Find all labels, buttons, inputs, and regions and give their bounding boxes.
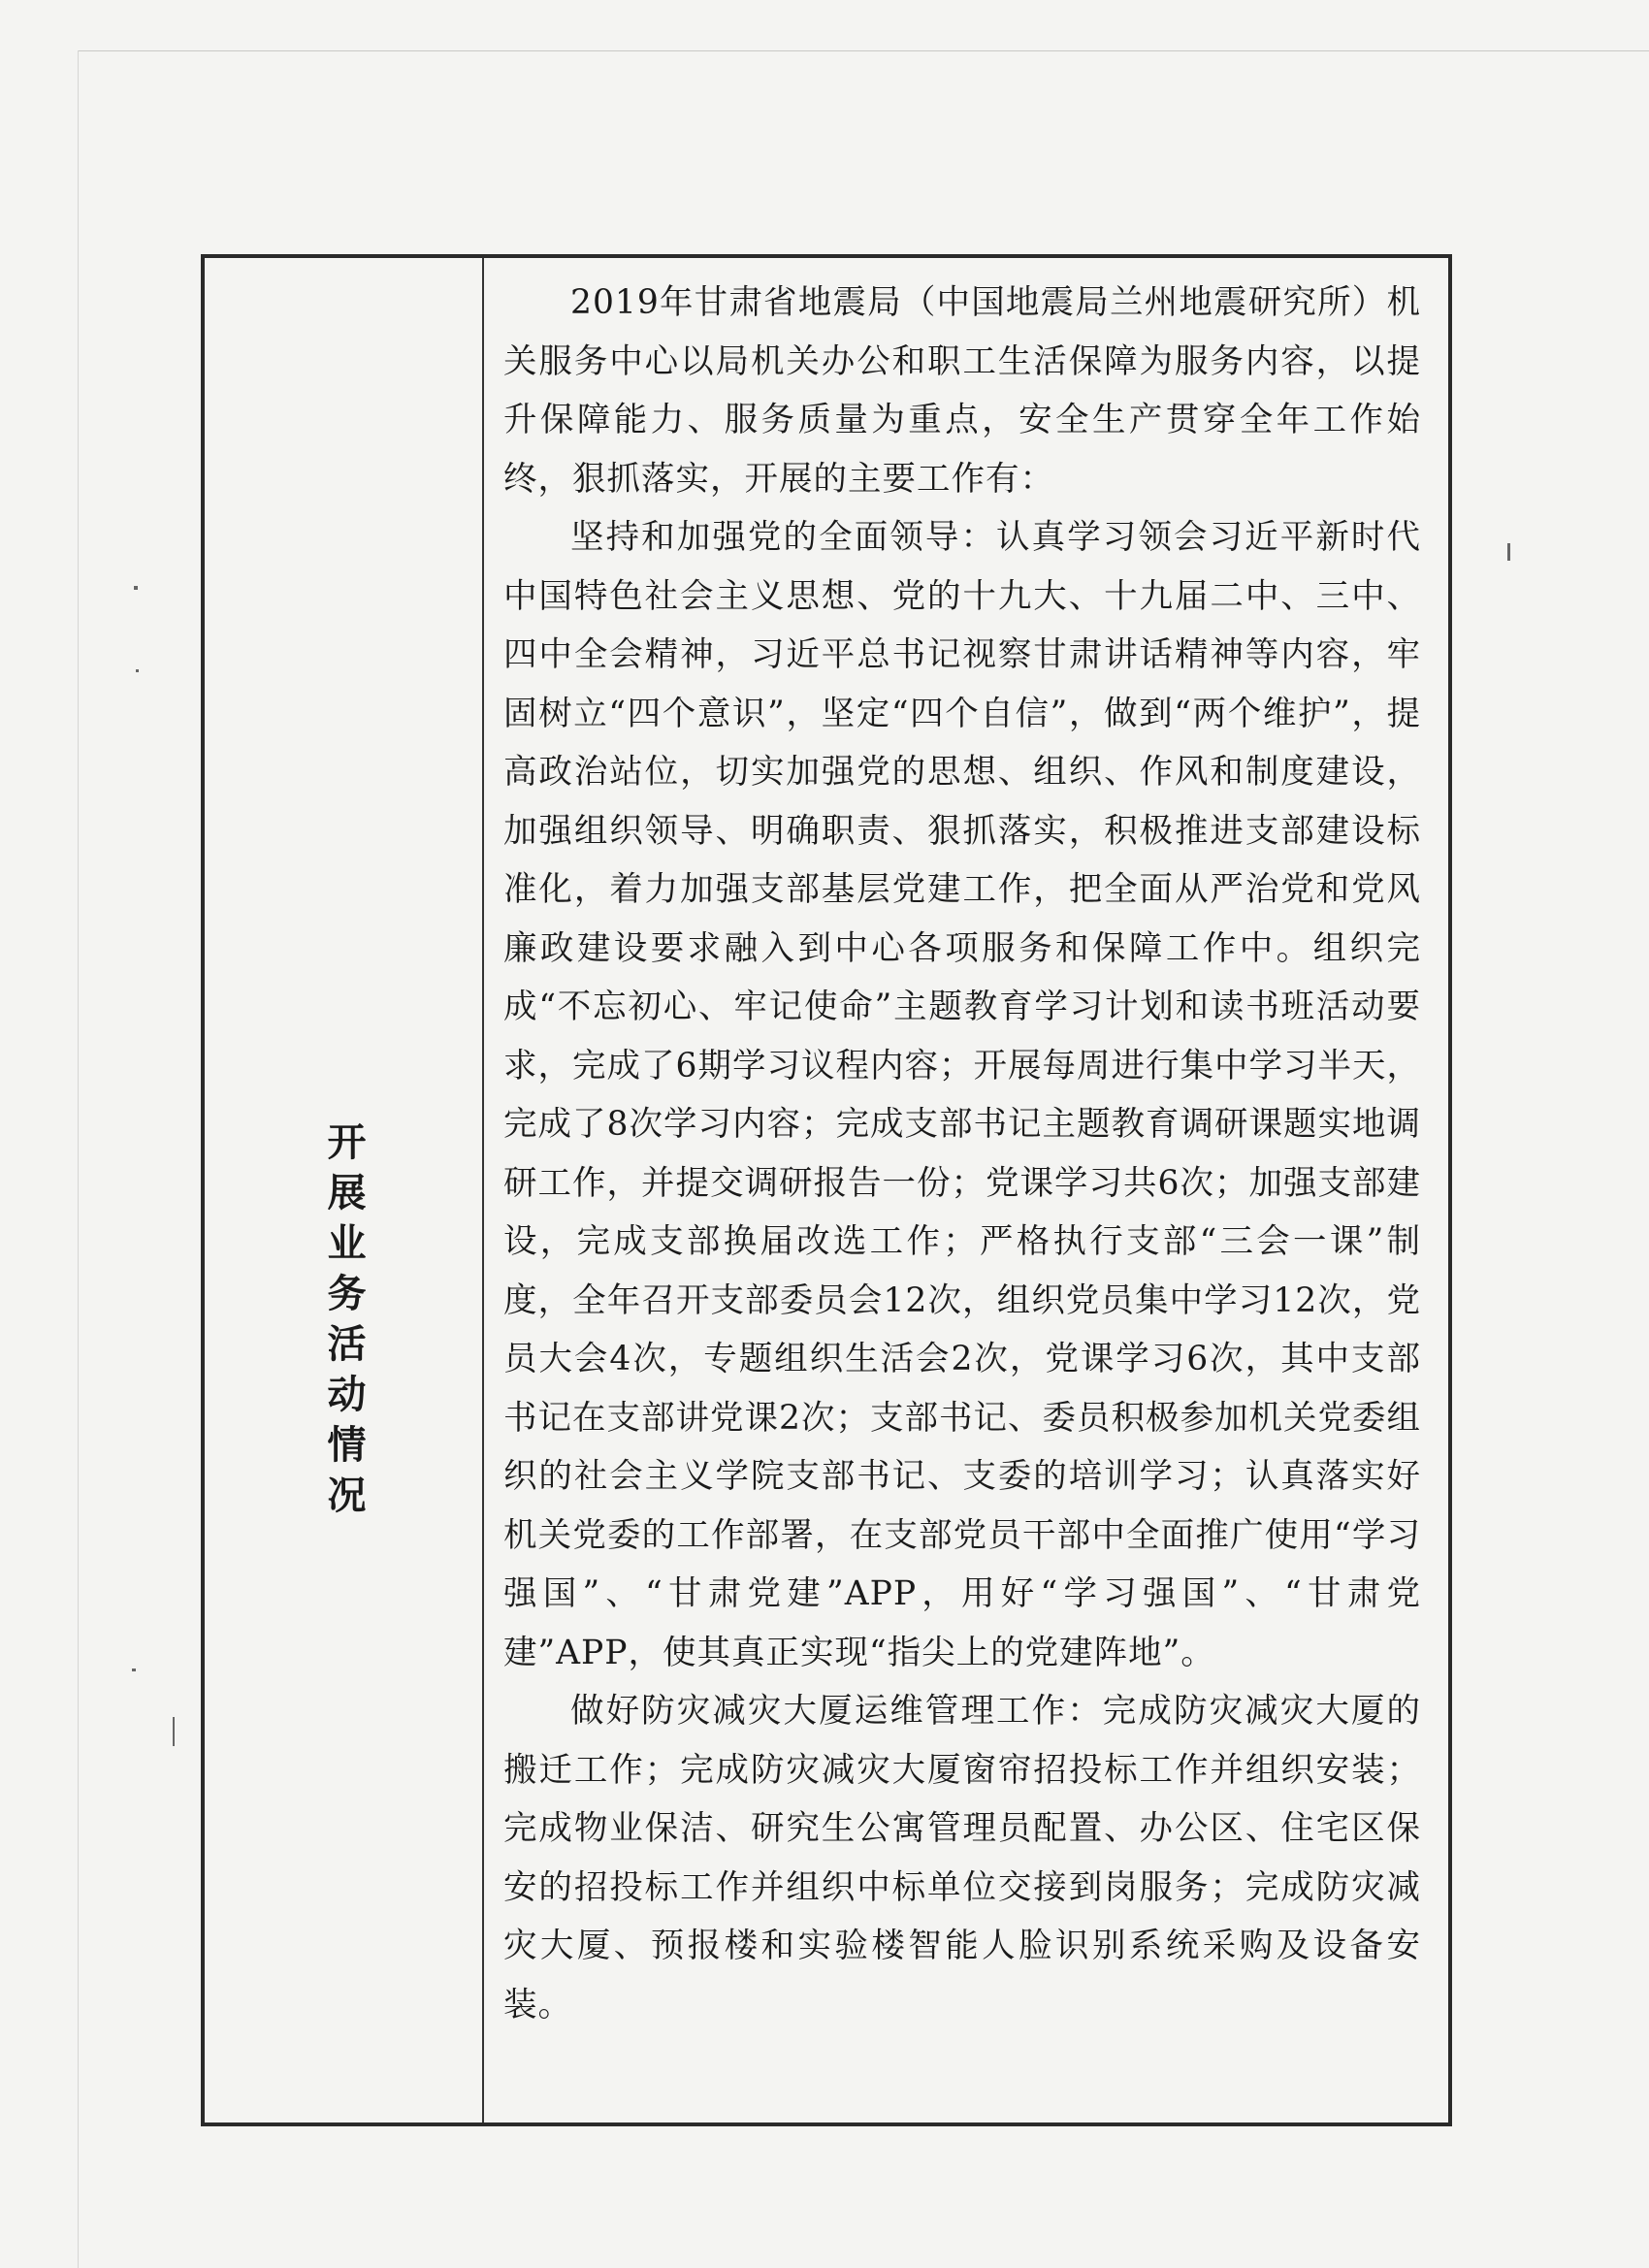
building-maintenance-paragraph: 做好防灾减灾大厦运维管理工作：完成防灾减灾大厦的搬迁工作；完成防灾减灾大厦窗帘招投标工作并组织安装；完成物业保洁、研究生公寓管理员配置、办公区、住宅区保安的招投标工作并组织中标单位交接到岗服务；完成防灾减灾大厦、预报楼和实验楼智能人脸识别系统采购及设备安装。 xyxy=(503,1692,1421,2025)
activity-form-table xyxy=(201,254,1452,2126)
label-cell xyxy=(205,258,484,2122)
scan-speck xyxy=(173,1717,175,1746)
scan-edge-top xyxy=(78,50,1649,51)
content-cell xyxy=(484,258,1448,2122)
scan-speck xyxy=(136,669,139,672)
section-label: 开展业务活动情况 xyxy=(321,1121,366,1525)
scan-speck xyxy=(132,1669,136,1671)
scan-edge-left xyxy=(78,50,79,2268)
scan-speck xyxy=(1507,543,1510,561)
scan-speck xyxy=(134,586,138,590)
intro-paragraph: 2019年甘肃省地震局（中国地震局兰州地震研究所）机关服务中心以局机关办公和职工生活保障为服务内容，以提升保障能力、服务质量为重点，安全生产贯穿全年工作始终，狠抓落实，开展的主要工作有： xyxy=(503,283,1421,499)
party-leadership-paragraph: 坚持和加强党的全面领导：认真学习领会习近平新时代中国特色社会主义思想、党的十九大、十九届二中、三中、四中全会精神，习近平总书记视察甘肃讲话精神等内容，牢固树立“四个意识”，坚定“四个自信”，做到“两个维护”，提高政治站位，切实加强党的思想、组织、作风和制度建设，加强组织领导、明确职责、狠抓落实，积极推进支部建设标准化，着力加强支部基层党建工作，把全面从严治党和党风廉政建设要求融入到中心各项服务和保障工作中。组织完成“不忘初心、牢记使命”主题教育学习计划和读书班活动要求，完成了6期学习议程内容；开展每周进行集中学习半天，完成了8次学习内容；完成支部书记主题教育调研课题实地调研工作，并提交调研报告一份；党课学习共6次；加强支部建设，完成支部换届改选工作；严格执行支部“三会一课”制度，全年召开支部委员会12次，组织党员集中学习12次，党员大会4次，专题组织生活会2次，党课学习6次，其中支部书记在支部讲党课2次；支部书记、委员积极参加机关党委组织的社会主义学院支部书记、支委的培训学习；认真落实好机关党委的工作部署，在支部党员干部中全面推广使用“学习强国”、“甘肃党建”APP，用好“学习强国”、“甘肃党建”APP，使其真正实现“指尖上的党建阵地”。 xyxy=(503,518,1421,1672)
